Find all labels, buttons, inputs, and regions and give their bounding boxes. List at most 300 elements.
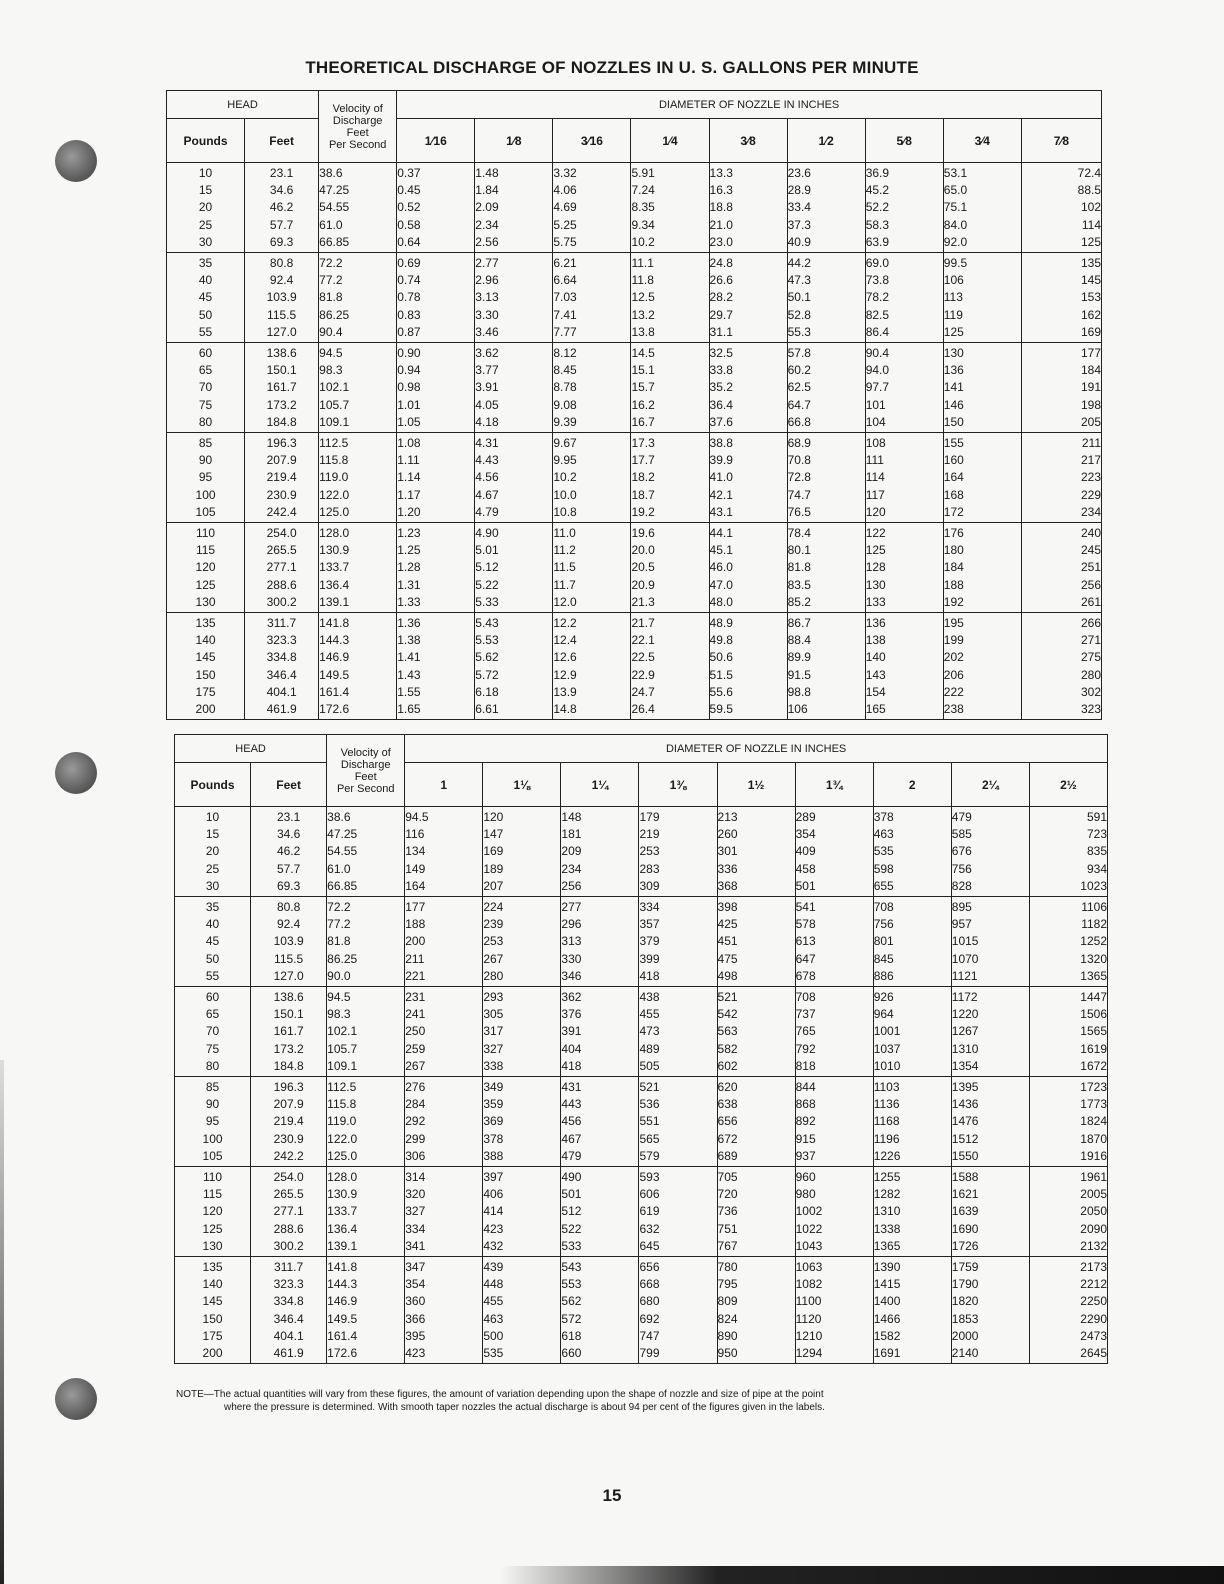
velocity-header	[327, 735, 405, 807]
discharge-cell	[873, 807, 951, 897]
cell-value: 1182	[1081, 917, 1107, 932]
discharge-cell	[795, 1077, 873, 1167]
cell-value: 122.0	[319, 487, 350, 502]
cell-value: 2212	[1080, 1277, 1107, 1292]
cell-value: 44.1	[709, 526, 733, 541]
head-header: HEAD	[167, 91, 319, 119]
cell-value: 136	[865, 616, 886, 631]
nozzle-size-header: 1½	[717, 763, 795, 807]
cell-value: 90.4	[865, 346, 890, 361]
cell-value: 161.4	[327, 1328, 358, 1343]
cell-value: 1.36	[397, 616, 421, 631]
cell-value: 280	[483, 968, 504, 983]
footnote-line-2: where the pressure is determined. With smooth taper nozzles the actual discharge is about 94 per cent of the figures given in the labels.	[224, 1402, 825, 1413]
cell-value: 602	[717, 1058, 738, 1073]
cell-value: 1961	[1080, 1170, 1107, 1185]
cell-value: 184	[943, 560, 964, 575]
cell-value: 211	[1081, 436, 1101, 451]
page-number: 15	[602, 1486, 622, 1505]
cell-value: 105.7	[319, 397, 350, 412]
cell-value: 1400	[873, 1294, 901, 1309]
cell-value: 75	[205, 1041, 220, 1056]
cell-value: 14.8	[553, 702, 577, 717]
cell-value: 5.75	[553, 234, 577, 249]
cell-value: 309	[639, 878, 660, 893]
nozzle-size-header: 3⁄16	[553, 119, 631, 163]
cell-value: 213	[717, 810, 738, 824]
cell-value: 10.2	[631, 234, 655, 249]
cell-value: 127.0	[273, 968, 304, 983]
cell-value: 200	[202, 1346, 223, 1361]
cell-value: 606	[639, 1187, 660, 1202]
cell-value: 60	[205, 990, 220, 1005]
cell-value: 737	[795, 1007, 816, 1022]
cell-value: 1267	[951, 1024, 979, 1039]
cell-value: 25	[198, 217, 213, 232]
cell-value: 102.1	[319, 380, 350, 395]
cell-value: 70.8	[787, 453, 811, 468]
nozzle-size-header: 1¼	[561, 763, 639, 807]
cell-value: 30	[205, 878, 220, 893]
cell-value: 120	[865, 504, 886, 519]
cell-value: 551	[639, 1114, 660, 1129]
pounds-cell	[167, 163, 245, 253]
feet-cell	[251, 897, 327, 987]
cell-value: 11.7	[553, 577, 576, 592]
cell-value: 77.2	[319, 273, 343, 288]
discharge-cell	[1029, 807, 1107, 897]
cell-value: 78.2	[865, 290, 890, 305]
cell-value: 95	[198, 470, 213, 485]
cell-value: 128.0	[319, 526, 350, 541]
cell-value: 498	[717, 968, 738, 983]
cell-value: 150.1	[273, 1007, 304, 1022]
cell-value: 172.6	[319, 702, 350, 717]
cell-value: 98.3	[327, 1007, 351, 1022]
cell-value: 346.4	[273, 1311, 304, 1326]
cell-value: 1759	[951, 1260, 979, 1275]
cell-value: 146	[943, 397, 964, 412]
cell-value: 13.2	[631, 307, 655, 322]
cell-value: 266	[1080, 616, 1101, 631]
cell-value: 11.5	[553, 560, 576, 575]
cell-value: 153	[1080, 290, 1101, 305]
cell-value: 141	[943, 380, 964, 395]
cell-value: 115	[202, 1187, 223, 1202]
cell-value: 136.4	[327, 1221, 358, 1236]
cell-value: 7.77	[553, 324, 577, 339]
nozzle-size-header: 2½	[1029, 763, 1107, 807]
cell-value: 423	[483, 1221, 504, 1236]
cell-value: 692	[639, 1311, 660, 1326]
cell-value: 306	[405, 1148, 426, 1163]
cell-value: 1.17	[397, 487, 421, 502]
discharge-cell	[873, 987, 951, 1077]
cell-value: 404.1	[266, 684, 297, 699]
cell-value: 200	[405, 934, 426, 949]
discharge-cell	[553, 433, 631, 523]
cell-value: 689	[717, 1148, 738, 1163]
cell-value: 82.5	[865, 307, 890, 322]
discharge-cell	[865, 613, 943, 720]
cell-value: 111	[865, 453, 884, 468]
cell-value: 542	[717, 1007, 738, 1022]
cell-value: 5.43	[475, 616, 499, 631]
cell-value: 40.9	[787, 234, 811, 249]
cell-value: 409	[795, 844, 816, 859]
cell-value: 799	[639, 1346, 660, 1361]
discharge-cell	[709, 433, 787, 523]
cell-value: 11.2	[553, 543, 576, 558]
cell-value: 1.25	[397, 543, 421, 558]
discharge-cell	[951, 987, 1029, 1077]
cell-value: 28.2	[709, 290, 733, 305]
cell-value: 86.25	[327, 951, 358, 966]
cell-value: 115.8	[327, 1097, 357, 1112]
cell-value: 467	[561, 1131, 582, 1146]
cell-value: 155	[943, 436, 964, 451]
cell-value: 40	[198, 273, 213, 288]
feet-cell	[245, 163, 319, 253]
cell-value: 144.3	[327, 1277, 358, 1292]
cell-value: 323.3	[266, 633, 297, 648]
cell-value: 88.4	[787, 633, 811, 648]
cell-value: 169	[483, 844, 504, 859]
pounds-header: Pounds	[175, 763, 251, 807]
discharge-cell	[639, 897, 717, 987]
cell-value: 72.8	[787, 470, 811, 485]
cell-value: 103.9	[273, 934, 304, 949]
cell-value: 102.1	[327, 1024, 358, 1039]
cell-value: 106	[787, 702, 808, 717]
cell-value: 3.62	[475, 346, 499, 361]
cell-value: 65	[205, 1007, 220, 1022]
cell-value: 175	[202, 1328, 223, 1343]
cell-value: 149	[405, 861, 426, 876]
cell-value: 106	[943, 273, 964, 288]
cell-value: 139.1	[327, 1238, 358, 1253]
cell-value: 455	[483, 1294, 504, 1309]
nozzle-size-header: 1⁄4	[631, 119, 709, 163]
cell-value: 108	[865, 436, 886, 451]
cell-value: 12.5	[631, 290, 655, 305]
cell-value: 289	[795, 810, 816, 824]
cell-value: 253	[483, 934, 504, 949]
cell-value: 957	[951, 917, 972, 932]
cell-value: 69.3	[269, 234, 294, 249]
cell-value: 4.67	[475, 487, 499, 502]
cell-value: 53.1	[943, 166, 968, 180]
cell-value: 32.5	[709, 346, 733, 361]
velocity-header-line: Velocity of	[332, 102, 383, 115]
cell-value: 1.65	[397, 702, 421, 717]
discharge-cell	[795, 987, 873, 1077]
cell-value: 455	[639, 1007, 660, 1022]
cell-value: 78.4	[787, 526, 811, 541]
cell-value: 94.5	[327, 990, 351, 1005]
cell-value: 150.1	[266, 363, 297, 378]
cell-value: 6.18	[475, 684, 499, 699]
cell-value: 254.0	[273, 1170, 304, 1185]
cell-value: 660	[561, 1346, 582, 1361]
cell-value: 618	[561, 1328, 582, 1343]
cell-value: 5.12	[475, 560, 499, 575]
feet-cell	[251, 987, 327, 1077]
cell-value: 113	[943, 290, 963, 305]
discharge-cell	[639, 987, 717, 1077]
cell-value: 122	[865, 526, 886, 541]
cell-value: 119.0	[319, 470, 349, 485]
cell-value: 103.9	[266, 290, 297, 305]
cell-value: 46.0	[709, 560, 733, 575]
cell-value: 334	[639, 900, 660, 915]
cell-value: 647	[795, 951, 816, 966]
cell-value: 1621	[951, 1187, 979, 1202]
cell-value: 9.08	[553, 397, 577, 412]
nozzle-size-header: 7⁄8	[1021, 119, 1101, 163]
cell-value: 4.18	[475, 414, 499, 429]
cell-value: 3.77	[475, 363, 499, 378]
cell-value: 368	[717, 878, 738, 893]
cell-value: 64.7	[787, 397, 811, 412]
cell-value: 1916	[1080, 1148, 1107, 1163]
cell-value: 112.5	[319, 436, 349, 451]
discharge-cell	[405, 897, 483, 987]
cell-value: 359	[483, 1097, 504, 1112]
cell-value: 915	[795, 1131, 816, 1146]
cell-value: 5.01	[475, 543, 499, 558]
cell-value: 37.6	[709, 414, 733, 429]
discharge-cell	[1029, 897, 1107, 987]
cell-value: 20.0	[631, 543, 655, 558]
cell-value: 1436	[951, 1097, 979, 1112]
cell-value: 1121	[951, 968, 978, 983]
cell-value: 656	[639, 1260, 660, 1275]
cell-value: 2173	[1080, 1260, 1107, 1275]
cell-value: 1282	[873, 1187, 901, 1202]
cell-value: 41.0	[709, 470, 733, 485]
discharge-cell	[475, 433, 553, 523]
discharge-cell	[561, 987, 639, 1077]
cell-value: 2645	[1080, 1346, 1107, 1361]
pounds-cell	[167, 523, 245, 613]
table-row-group	[175, 1167, 1108, 1257]
cell-value: 7.24	[631, 183, 655, 198]
cell-value: 395	[405, 1328, 426, 1343]
cell-value: 217	[1080, 453, 1101, 468]
discharge-cell	[873, 1167, 951, 1257]
cell-value: 120	[202, 1204, 223, 1219]
cell-value: 58.3	[865, 217, 890, 232]
nozzle-size-header: 1⅜	[639, 763, 717, 807]
cell-value: 125	[1080, 234, 1101, 249]
cell-value: 267	[405, 1058, 426, 1073]
cell-value: 1354	[951, 1058, 979, 1073]
cell-value: 327	[405, 1204, 426, 1219]
cell-value: 19.2	[631, 504, 655, 519]
cell-value: 461.9	[266, 702, 297, 717]
nozzle-size-header: 1¾	[795, 763, 873, 807]
discharge-cell	[639, 1257, 717, 1364]
cell-value: 543	[561, 1260, 582, 1275]
cell-value: 1723	[1080, 1080, 1107, 1095]
discharge-cell	[561, 1257, 639, 1364]
cell-value: 140	[865, 650, 886, 665]
cell-value: 406	[483, 1187, 504, 1202]
cell-value: 161.7	[273, 1024, 304, 1039]
cell-value: 1037	[873, 1041, 901, 1056]
cell-value: 205	[1080, 414, 1101, 429]
cell-value: 926	[873, 990, 894, 1005]
nozzle-size-header: 3⁄8	[709, 119, 787, 163]
discharge-cell	[553, 343, 631, 433]
cell-value: 125	[195, 577, 216, 592]
cell-value: 196.3	[266, 436, 297, 451]
cell-value: 162	[1080, 307, 1101, 322]
cell-value: 46.2	[276, 844, 301, 859]
head-header: HEAD	[175, 735, 327, 763]
cell-value: 334	[405, 1221, 426, 1236]
cell-value: 720	[717, 1187, 738, 1202]
feet-cell	[245, 253, 319, 343]
cell-value: 260	[717, 827, 738, 842]
cell-value: 81.8	[319, 290, 343, 305]
cell-value: 127.0	[266, 324, 297, 339]
cell-value: 336	[717, 861, 738, 876]
cell-value: 1690	[951, 1221, 979, 1236]
cell-value: 293	[483, 990, 504, 1005]
cell-value: 792	[795, 1041, 816, 1056]
cell-value: 72.4	[1077, 166, 1101, 180]
cell-value: 4.90	[475, 526, 499, 541]
cell-value: 256	[561, 878, 582, 893]
cell-value: 473	[639, 1024, 660, 1039]
cell-value: 119	[943, 307, 963, 322]
cell-value: 354	[795, 827, 816, 842]
cell-value: 1395	[951, 1080, 979, 1095]
velocity-cell	[319, 163, 397, 253]
discharge-cell	[1021, 523, 1101, 613]
cell-value: 277.1	[273, 1204, 304, 1219]
velocity-header-line: Velocity of	[340, 746, 391, 759]
discharge-cell	[475, 253, 553, 343]
cell-value: 5.53	[475, 633, 499, 648]
cell-value: 37.3	[787, 217, 811, 232]
cell-value: 296	[561, 917, 582, 932]
cell-value: 3.30	[475, 307, 499, 322]
cell-value: 572	[561, 1311, 582, 1326]
feet-cell	[245, 433, 319, 523]
cell-value: 456	[561, 1114, 582, 1129]
discharge-cell	[483, 1077, 561, 1167]
cell-value: 36.9	[865, 166, 890, 180]
cell-value: 960	[795, 1170, 816, 1185]
cell-value: 86.25	[319, 307, 350, 322]
pounds-cell	[175, 807, 251, 897]
cell-value: 535	[483, 1346, 504, 1361]
discharge-cell	[631, 433, 709, 523]
cell-value: 133.7	[327, 1204, 358, 1219]
discharge-cell	[561, 897, 639, 987]
cell-value: 1294	[795, 1346, 823, 1361]
discharge-cell	[943, 253, 1021, 343]
nozzle-discharge-table-large	[174, 734, 1108, 1364]
cell-value: 311.7	[274, 1260, 304, 1275]
discharge-cell	[787, 613, 865, 720]
cell-value: 1.14	[397, 470, 421, 485]
cell-value: 1255	[873, 1170, 901, 1185]
cell-value: 138	[865, 633, 886, 648]
cell-value: 80.8	[269, 256, 294, 271]
cell-value: 125	[943, 324, 964, 339]
cell-value: 1226	[873, 1148, 901, 1163]
cell-value: 54.55	[319, 200, 350, 215]
cell-value: 65	[198, 363, 213, 378]
feet-cell	[251, 1077, 327, 1167]
cell-value: 0.52	[397, 200, 421, 215]
cell-value: 34.6	[276, 827, 301, 842]
cell-value: 2.56	[475, 234, 499, 249]
cell-value: 1210	[795, 1328, 823, 1343]
cell-value: 1310	[873, 1204, 901, 1219]
cell-value: 40	[205, 917, 220, 932]
cell-value: 668	[639, 1277, 660, 1292]
cell-value: 12.6	[553, 650, 577, 665]
cell-value: 256	[1080, 577, 1101, 592]
cell-value: 115.8	[319, 453, 349, 468]
cell-value: 104	[865, 414, 886, 429]
discharge-cell	[1029, 1077, 1107, 1167]
cell-value: 17.7	[631, 453, 655, 468]
cell-value: 1172	[951, 990, 978, 1005]
cell-value: 20.9	[631, 577, 655, 592]
cell-value: 63.9	[865, 234, 890, 249]
discharge-cell	[1021, 613, 1101, 720]
pounds-cell	[167, 613, 245, 720]
discharge-cell	[553, 163, 631, 253]
cell-value: 188	[405, 917, 426, 932]
cell-value: 0.98	[397, 380, 421, 395]
cell-value: 765	[795, 1024, 816, 1039]
cell-value: 346	[561, 968, 582, 983]
cell-value: 81.8	[787, 560, 811, 575]
cell-value: 414	[483, 1204, 504, 1219]
discharge-cell	[951, 1167, 1029, 1257]
cell-value: 2250	[1080, 1294, 1107, 1309]
cell-value: 102	[1080, 200, 1101, 215]
pounds-cell	[175, 1257, 251, 1364]
discharge-cell	[795, 1257, 873, 1364]
cell-value: 521	[639, 1080, 660, 1095]
cell-value: 3.32	[553, 166, 577, 180]
cell-value: 1824	[1080, 1114, 1107, 1129]
cell-value: 1100	[795, 1294, 822, 1309]
cell-value: 585	[951, 827, 972, 842]
cell-value: 288.6	[266, 577, 297, 592]
discharge-cell	[943, 343, 1021, 433]
cell-value: 207.9	[273, 1097, 304, 1112]
velocity-cell	[319, 343, 397, 433]
cell-value: 1415	[873, 1277, 901, 1292]
cell-value: 302	[1080, 684, 1101, 699]
cell-value: 276	[405, 1080, 426, 1095]
feet-cell	[251, 1257, 327, 1364]
cell-value: 117	[865, 487, 885, 502]
cell-value: 512	[561, 1204, 582, 1219]
nozzle-size-header: 1⁄2	[787, 119, 865, 163]
binder-hole-top	[55, 140, 97, 182]
discharge-cell	[865, 253, 943, 343]
